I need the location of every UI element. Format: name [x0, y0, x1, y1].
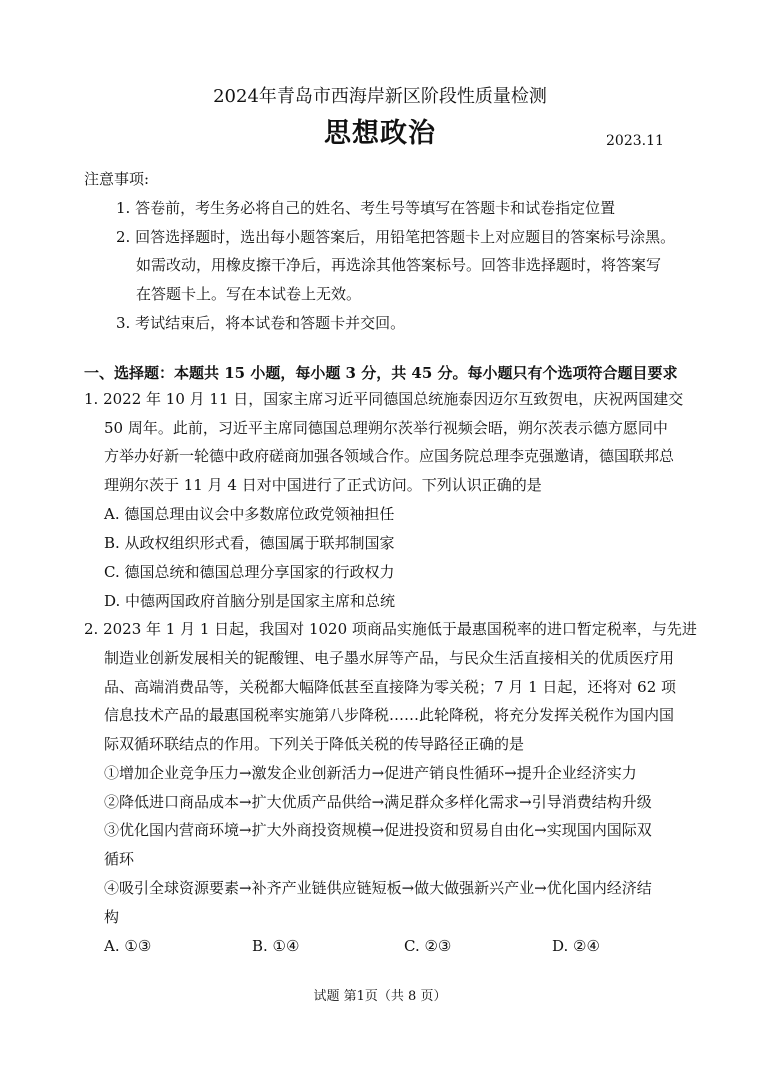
notice-line: 在答题卡上。写在本试卷上无效。	[136, 285, 362, 303]
question-2-item: ④吸引全球资源要素→补齐产业链供应链短板→做大做强新兴产业→优化国内经济结	[104, 879, 652, 897]
notice-line: 2. 回答选择题时，选出每小题答案后，用铅笔把答题卡上对应题目的答案标号涂黑。	[116, 228, 676, 246]
question-1-line: 1. 2022 年 10 月 11 日，国家主席习近平同德国总统施泰因迈尔互致贺电，庆祝两国建交	[84, 390, 684, 408]
section-heading: 一、选择题：本题共 15 小题，每小题 3 分，共 45 分。每小题只有个选项符合题目要求	[84, 364, 678, 382]
exam-date: 2023.11	[606, 133, 664, 149]
question-1-option-a: A. 德国总理由议会中多数席位政党领袖担任	[104, 505, 395, 523]
question-1-line: 方举办好新一轮德中政府磋商加强各领域合作。应国务院总理李克强邀请，德国联邦总	[104, 447, 675, 465]
notice-line: 如需改动，用橡皮擦干净后，再选涂其他答案标号。回答非选择题时，将答案写	[136, 256, 662, 274]
question-2-option-b: B. ①④	[252, 937, 300, 955]
notice-line: 1. 答卷前，考生务必将自己的姓名、考生号等填写在答题卡和试卷指定位置	[116, 199, 616, 217]
question-1-option-d: D. 中德两国政府首脑分别是国家主席和总统	[104, 592, 396, 610]
question-2-item: ②降低进口商品成本→扩大优质产品供给→满足群众多样化需求→引导消费结构升级	[104, 793, 652, 811]
question-2-line: 制造业创新发展相关的铌酸锂、电子墨水屏等产品，与民众生活直接相关的优质医疗用	[104, 649, 675, 667]
question-1-line: 50 周年。此前，习近平主席同德国总理朔尔茨举行视频会晤，朔尔茨表示德方愿同中	[104, 419, 668, 437]
question-2-item: ③优化国内营商环境→扩大外商投资规模→促进投资和贸易自由化→实现国内国际双	[104, 821, 652, 839]
question-1-option-c: C. 德国总统和德国总理分享国家的行政权力	[104, 563, 395, 581]
question-2-option-a: A. ①③	[104, 937, 152, 955]
question-1-option-b: B. 从政权组织形式看，德国属于联邦制国家	[104, 534, 395, 552]
question-2-item: ①增加企业竞争压力→激发企业创新活力→促进产销良性循环→提升企业经济实力	[104, 764, 637, 782]
question-2-item: 循环	[104, 850, 135, 868]
question-2-option-d: D. ②④	[552, 937, 600, 955]
notice-heading: 注意事项:	[84, 170, 150, 188]
question-2-line: 2. 2023 年 1 月 1 日起，我国对 1020 项商品实施低于最惠国税率的进口暂定税率，与先进	[84, 620, 697, 638]
notice-line: 3. 考试结束后，将本试卷和答题卡并交回。	[116, 314, 406, 332]
question-2-line: 信息技术产品的最惠国税率实施第八步降税……此轮降税，将充分发挥关税作为国内国	[104, 706, 675, 724]
question-2-line: 品、高端消费品等，关税都大幅降低甚至直接降为零关税；7 月 1 日起，还将对 62 项	[104, 678, 677, 696]
subject-title: 思想政治	[324, 118, 436, 149]
question-2-line: 际双循环联结点的作用。下列关于降低关税的传导路径正确的是	[104, 735, 525, 753]
question-2-item: 构	[104, 908, 120, 926]
page-footer: 试题 第1页（共 8 页）	[313, 989, 447, 1004]
question-2-option-c: C. ②③	[404, 937, 452, 955]
exam-title: 2024年青岛市西海岸新区阶段性质量检测	[213, 86, 547, 107]
question-1-line: 理朔尔茨于 11 月 4 日对中国进行了正式访问。下列认识正确的是	[104, 476, 542, 494]
